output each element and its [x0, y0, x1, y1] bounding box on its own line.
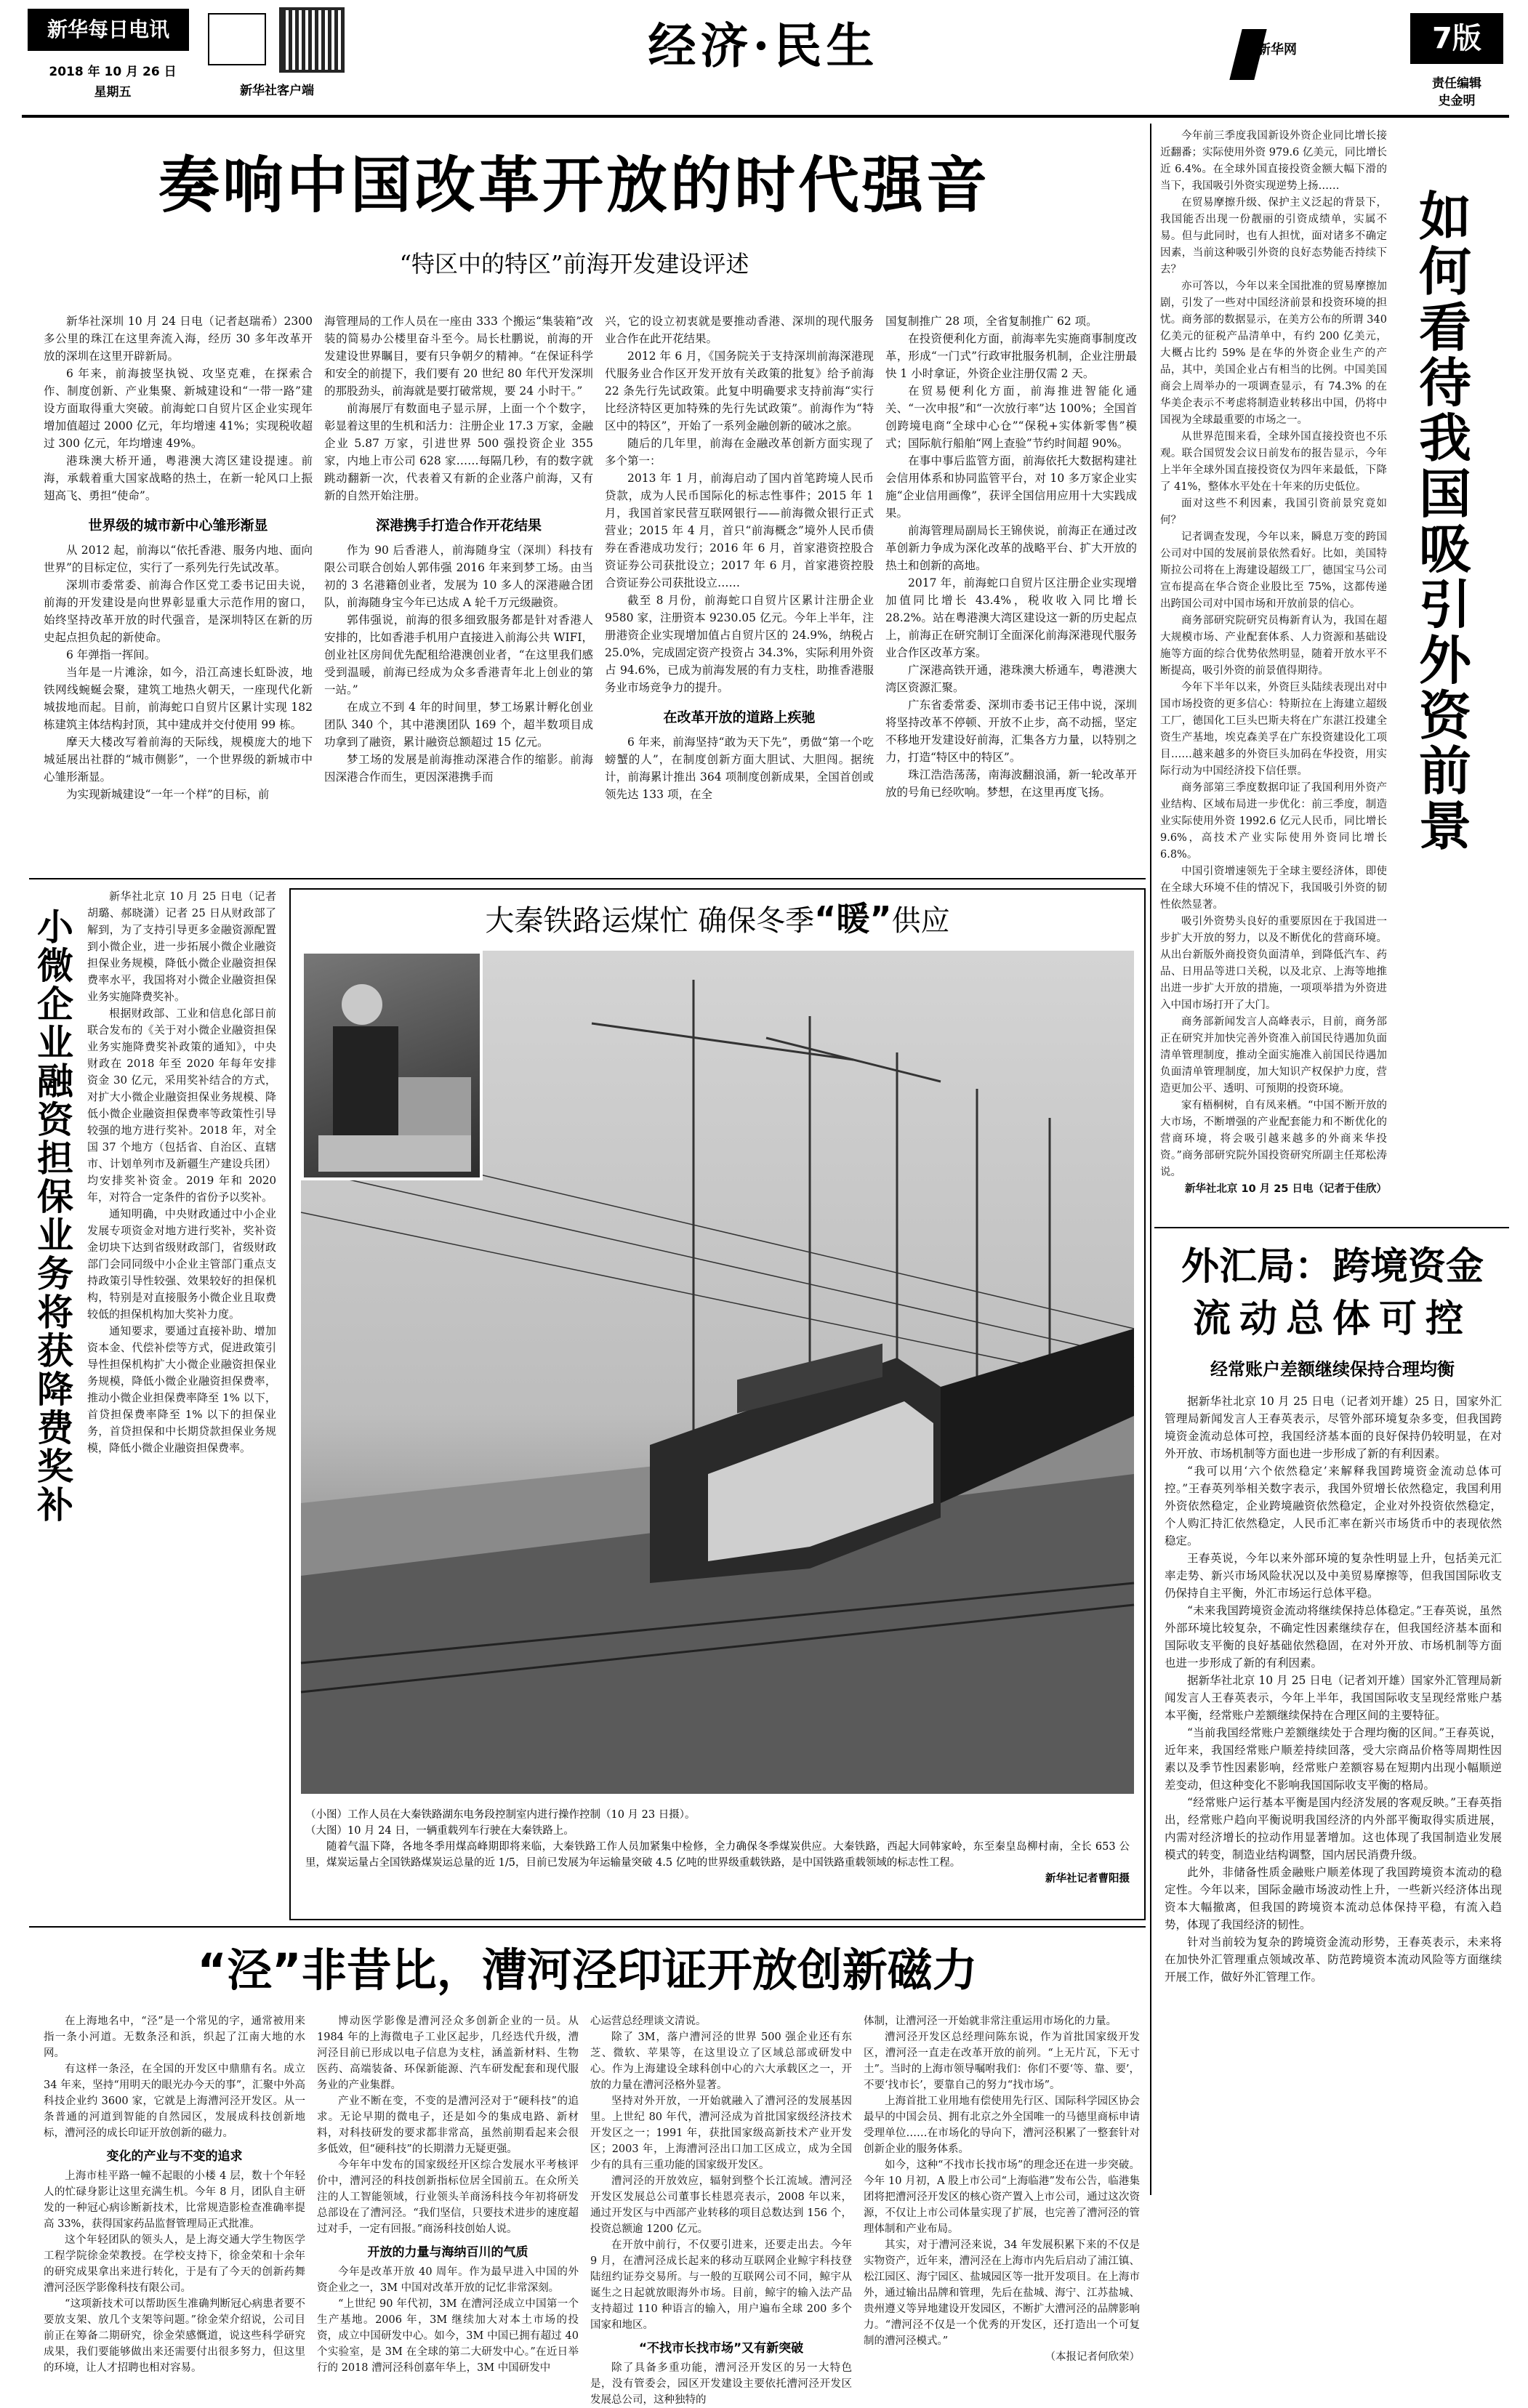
- caohejing-subhead: 开放的力量与海纳百川的气质: [367, 2245, 528, 2260]
- lead-paragraph: 从 2012 起，前海以“依托香港、服务内地、面向世界”的目标定位，实行了一系列先行先试改革。: [44, 544, 313, 574]
- caohejing-paragraph: 体制，让漕河泾一开始就非常注重运用市场化的力量。: [864, 2016, 1117, 2027]
- lead-paragraph: 2017 年，前海蛇口自贸片区注册企业实现增加值同比增长 43.4%，税收收入同比增长 28.2%。站在粤港澳大湾区建设这一新的历史起点上，前海正在研究制订全面深化前海深港现代服务业合作区改革方案。: [885, 576, 1137, 659]
- lead-paragraph: 6 年来，前海坚持“敢为天下先”，勇做“第一个吃螃蟹的人”，在制度创新方面大胆试、大胆闯。据统计，前海累计推出 364 项制度创新成果，全国首创或领先达 133 项，在全: [605, 736, 874, 801]
- fdi-paragraph: 商务部新闻发言人高峰表示，目前，商务部正在研究并加快完善外资准入前国民待遇加负面清单管理制度，推动全面实施准入前国民待遇加负面清单管理制度，加大知识产权保护力度，营造更加公平、透明、可预期的投资环境。: [1160, 1016, 1387, 1095]
- forex-paragraph: 据新华社北京 10 月 25 日电（记者刘开雄）25 日，国家外汇管理局新闻发言人王春英表示，尽管外部环境复杂多变，但我国跨境资金流动总体可控，我国经济基本面的良好保持仍较明显，在对外开放、市场机制等方面也进一步形成了新的有利因素。: [1165, 1395, 1502, 1460]
- sme-paragraph: 通知要求，要通过直接补助、增加资本金、代偿补偿等方式，促进政策引导性担保机构扩大小微企业融资担保业务规模，降低小微企业融资担保费率，推动小微企业担保费率降至 1% 以下，首贷担保费率降至 1% 以下的担保业务，首贷担保和中长期贷款担保业务规模，降低小微企业融资担保费率。: [87, 1324, 276, 1454]
- caohejing-paragraph: 有这样一条泾，在全国的开发区中鼎鼎有名。成立 34 年来，坚持“用明天的眼光办今天的事”，汇聚中外高科技企业约 3600 家，它就是上海漕河泾开发区。从一条普通的河道到智能的自然园区，发展成科技创新地标，漕河泾的成长印证开放创新的磁力。: [44, 2063, 305, 2139]
- forex-paragraph: 针对当前较为复杂的跨境资金流动形势，王春英表示，未来将在加快外汇管理重点领域改革、防范跨境资本流动风险等方面继续开展工作，做好外汇管理工作。: [1165, 1936, 1502, 1984]
- caohejing-paragraph: 这个年轻团队的领头人，是上海交通大学生物医学工程学院徐金荣教授。在学校支持下，徐金荣和十余年的研究成果拿出来进行转化，于是有了今天的创新药舞漕河泾医学影像科技有限公司。: [44, 2234, 305, 2294]
- photo-feature: [289, 888, 1146, 1920]
- lead-column-2: [324, 313, 593, 872]
- photo-headline: [291, 897, 1144, 943]
- fdi-paragraph: 面对这些不利因素，我国引资前景究竟如何？: [1160, 498, 1387, 526]
- lead-paragraph: 6 年弹指一挥间。: [66, 648, 156, 661]
- fdi-paragraph: 亦可答以，今年以来全国批准的贸易摩擦加剧，引发了一些对中国经济前景和投资环境的担忧。商务部的数据显示，在美方公布的所谓 340 亿美元的征税产品清单中，有约 200 亿美元，大概占比约 59% 是在华的外资企业生产的产品，其中，美国企业占有相当的比例。中国美国商会上周举办的一项调查显示，有 74.3% 的在华美企表示不考虑将制造业转移出中国，仍将中国视为全球最重要的市场之一。: [1160, 281, 1387, 426]
- page-number-badge: 7版: [1410, 13, 1503, 64]
- fdi-paragraph: 吸引外资势头良好的重要原因在于我国进一步扩大开放的努力，以及不断优化的营商环境。从出台新版外商投资负面清单，到降低汽车、药品、日用品等进口关税，以及北京、上海等地推出进一步扩大开放的措施，一项项举措为外资进入中国市场打开了大门。: [1160, 916, 1387, 1011]
- lead-paragraph: 前海管理局副局长王锦侠说，前海正在通过改革创新力争成为深化改革的战略平台、扩大开放的热土和创新的高地。: [885, 524, 1137, 572]
- forex-headline-line1: 外汇局：跨境资金: [1181, 1245, 1484, 1289]
- lead-paragraph: 国复制推广 28 项，全省复制推广 62 项。: [885, 315, 1098, 328]
- fdi-paragraph: 商务部研究院研究员梅新育认为，我国在超大规模市场、产业配套体系、人力资源和基础设施等方面的综合优势依然明显，随着开放水平不断提高，吸引外资的前景值得期待。: [1160, 615, 1387, 677]
- caohejing-paragraph: 博动医学影像是漕河泾众多创新企业的一员。从 1984 年的上海微电子工业区起步，几经迭代升级，漕河泾目前已形成以电子信息为支柱，涵盖新材料、生物医药、高端装备、环保新能源、汽车研发配套和现代服务业的产业集群。: [317, 2016, 579, 2091]
- lead-intro: 新华社深圳 10 月 24 日电（记者赵瑞希）2300 多公里的珠江在这里奔流入海，经历 30 多年改革开放的深圳在这里开辟新局。: [44, 315, 313, 363]
- photo-caption-body: 随着气温下降，各地冬季用煤高峰期即将来临，大秦铁路工作人员加紧集中检修，全力确保冬季煤炭供应。大秦铁路，西起大同韩家岭，东至秦皇岛柳村南，全长 653 公里，煤炭运量占全国铁路煤炭运总量的近 1/5，目前已发展为年运输量突破 4.5 亿吨的世界级重载铁路，是中国铁路重载领域的标志性工程。: [305, 1841, 1130, 1869]
- sme-vertical-headline: 小微企业融资担保业务将获降费奖补: [37, 906, 73, 1526]
- caohejing-paragraph: 如今，这种“不找市长找市场”的理念还在进一步突破。今年 10 月初，A 股上市公司“上海临港”发布公告，临港集团将把漕河泾开发区的核心资产置入上市公司，通过这次资源，不仅让上市公司体量实现了扩展，也完善了漕河泾的管理体制和产业布局。: [864, 2159, 1140, 2235]
- forex-paragraph: “未来我国跨境资金流动将继续保持总体稳定。”王春英说，虽然外部环境比较复杂，不确定性因素继续存在，但我国经济基本面和国际收支平衡的良好基础依然稳固，在对外开放、市场机制等方面也进一步形成了新的有利因素。: [1165, 1604, 1502, 1670]
- lead-subhead: 在改革开放的道路上疾驰: [663, 709, 816, 725]
- logo-text: 新华网: [1258, 42, 1297, 57]
- forex-paragraph: 据新华社北京 10 月 25 日电（记者刘开雄）国家外汇管理局新闻发言人王春英表示，今年上半年，我国国际收支呈现经常账户基本平衡，经常账户差额继续保持在合理区间的主要特征。: [1165, 1674, 1502, 1722]
- caohejing-paragraph: 上海市桂平路一幢不起眼的小楼 4 层，数十个年轻人的忙碌身影让这里充满生机。今年 8 月，团队自主研发的一种冠心病诊断新技术，比常规造影检查准确率提高 33%，获得国家药品监督管理局正式批准。: [44, 2170, 305, 2230]
- fdi-paragraph: 从世界范围来看，全球外国直接投资也不乐观。联合国贸发会议日前发布的报告显示，今年上半年全球外国直接投资仅为四年来最低，下降了 41%，整体水平处在十年来的历史低位。: [1160, 431, 1387, 493]
- photo-headline-part1: 大秦铁路运煤忙 确保冬季: [485, 904, 815, 938]
- lead-paragraph: 在贸易便利化方面，前海推进智能化通关、“一次申报”和“一次放行率”达 100%；全国首创跨境电商“全球中心仓”“保税+实体新零售”模式；国际航行船舶“网上查验”节约时间超 90%。: [885, 384, 1137, 450]
- caohejing-column-3: [590, 2013, 852, 2406]
- caohejing-paragraph: 坚持对外开放，一开始就融入了漕河泾的发展基因里。上世纪 80 年代，漕河泾成为首批国家级经济技术开发区之一；1991 年，获批国家级高新技术产业开发区；2003 年，上海漕河泾出口加工区成立，成为全国少有的具有三重功能的国家级开发区。: [590, 2095, 852, 2171]
- lead-paragraph: 在投资便利化方面，前海率先实施商事制度改革，形成“一门式”行政审批服务机制，企业注册最快 1 小时拿证，外资企业注册仅需 2 天。: [885, 332, 1137, 380]
- fdi-article-body: [1160, 128, 1387, 1218]
- lead-paragraph: 郭伟强说，前海的很多细致服务都是针对香港人安排的，比如香港手机用户直接进入前海公共 WIFI，创业社区房间优先配租给港澳创业者，“在这里我们感受到温暖，前海已经成为众多香港青年北上创业的第一站。”: [324, 613, 593, 696]
- lead-column-3: [605, 313, 874, 872]
- editor-label: 责任编辑: [1432, 76, 1481, 91]
- lead-paragraph: 港珠澳大桥开通，粤港澳大湾区建设提速。前海，承载着重大国家战略的热土，在新一轮风口上振翅高飞、勇担“使命”。: [44, 454, 313, 502]
- lead-subhead: 世界级的城市新中心雏形渐显: [88, 518, 268, 533]
- issue-weekday: 星期五: [94, 85, 132, 100]
- lead-paragraph: 截至 8 月份，前海蛇口自贸片区累计注册企业 9580 家，注册资本 9230.05 亿元。今年上半年，注册港资企业实现增加值占自贸片区的 24.9%，纳税占 25.0%，完成固定资产投资占 34.3%，实际利用外资占 94.6%，已成为前海发展的有力支柱，助推香港服务业市场竞争力的提升。: [605, 594, 874, 694]
- lead-paragraph: 珠江浩浩荡荡，南海波翻浪涌，新一轮改革开放的号角已经吹响。梦想，在这里再度飞扬。: [885, 768, 1137, 799]
- lead-paragraph: 随后的几年里，前海在金融改革创新方面实现了多个第一：: [605, 437, 874, 467]
- lead-paragraph: 6 年来，前海披坚执锐、攻坚克难，在探索合作、制度创新、产业集聚、新城建设和“一带一路”建设方面取得重大突破。前海蛇口自贸片区企业实现年增加值超过 2000 亿元，年均增速 41%；实现税收超过 300 亿元，年均增速 49%。: [44, 367, 313, 450]
- lead-column-4: [885, 313, 1137, 872]
- masthead-rule: [22, 115, 1509, 118]
- caohejing-paragraph: 产业不断在变，不变的是漕河泾对于“硬科技”的追求。无论早期的微电子，还是如今的集成电路、新材料，对科技研发的要求都非常高，虽然前期看起来会很多低效，但“硬科技”的长期潜力无疑更强。: [317, 2095, 579, 2155]
- caohejing-top-rule: [29, 1926, 1146, 1928]
- lead-paragraph: 2013 年 1 月，前海启动了国内首笔跨境人民币贷款，成为人民币国际化的标志性事件；2015 年 1 月，我国首家民营互联网银行——前海微众银行正式营业；2015 年 4 月，首只“前海概念”境外人民币债券在香港成功发行；2016 年 6 月，首家港资控股合资证券公司获批设立；2017 年 6 月，首家港资控股合资证券公司获批设立……: [605, 472, 874, 589]
- lead-subhead: 深港携手打造合作开花结果: [375, 518, 542, 533]
- sme-paragraph: 新华社北京 10 月 25 日电（记者胡璐、郝晓潇）记者 25 日从财政部了解到，为了支持引导更多金融资源配置到小微企业，进一步拓展小微企业融资担保业务规模，降低小微企业融资担保费率水平，我国将对小微企业融资担保业务实施降费奖补。: [87, 890, 276, 1003]
- right-column-divider: [1150, 124, 1151, 2195]
- lead-bottom-rule: [29, 878, 1146, 879]
- photo-credit: 新华社记者曹阳摄: [1045, 1873, 1130, 1885]
- forex-paragraph: “当前我国经常账户差额继续处于合理均衡的区间。”王春英说，近年来，我国经常账户顺差持续回落，受大宗商品价格等周期性因素以及季节性因素影响，经常账户差额容易在短期内出现小幅顺逆差变动，但这种变化不影响我国国际收支平衡的格局。: [1165, 1726, 1502, 1792]
- fdi-paragraph: 中国引资增速领先于全球主要经济体，即使在全球大环境不佳的情况下，我国吸引外资的韧性依然显著。: [1160, 866, 1387, 911]
- fdi-paragraph: 今年下半年以来，外资巨头陆续表现出对中国市场投资的更多信心：特斯拉在上海建立超级工厂，德国化工巨头巴斯夫将在广东湛江投建全资生产基地，埃克森美孚在广东投资建设化工项目……越来越多的外资巨头加码在华投资，用实际行动为中国经济投下信任票。: [1160, 682, 1387, 777]
- masthead: [0, 0, 1528, 124]
- caohejing-column-2: [317, 2013, 579, 2374]
- caohejing-paragraph: 除了 3M，落户漕河泾的世界 500 强企业还有东芝、微软、苹果等，在这里设立了区域总部或研发中心。作为上海建设全球科创中心的六大承载区之一，开放的力量在漕河泾格外显著。: [590, 2032, 852, 2091]
- fdi-paragraph: 在贸易摩擦升级、保护主义泛起的背景下，我国能否出现一份靓丽的引资成绩单，实属不易。但与此同时，也有人担忧，面对诸多不确定因素，当前这种吸引外资的良好态势能否持续下去？: [1160, 197, 1387, 275]
- editor-name: 史金明: [1438, 94, 1476, 108]
- photo-caption-small: （小图）工作人员在大秦铁路湖东电务段控制室内进行操作控制（10 月 23 日摄）。: [305, 1809, 696, 1821]
- lead-paragraph: 2012 年 6 月，《国务院关于支持深圳前海深港现代服务业合作区开发开放有关政策的批复》给予前海 22 条先行先试政策。此复中明确要求支持前海“实行比经济特区更加特殊的先行先试政策”。前海作为“特区中的特区”，开始了一系列金融创新的破冰之旅。: [605, 350, 874, 432]
- lead-paragraph: 海管理局的工作人员在一座由 333 个搬运“集装箱”改装的简易办公楼里奋斗至今。局长杜鹏说，前海的开发建设世界瞩目，要有只争朝夕的精神。“在保证科学和安全的前提下，我们要有 20 世纪 80 年代开发深圳的那股劲头，前海就是要打破常规，要 24 小时干。”: [324, 315, 593, 398]
- forex-top-rule: [1154, 1227, 1509, 1228]
- caohejing-paragraph: 除了具备多重功能，漕河泾开发区的另一大特色是，没有管委会，园区开发建设主要依托漕河泾开发区发展总公司，这种独特的: [590, 2362, 852, 2406]
- caohejing-paragraph: 今年是改革开放 40 周年。作为最早进入中国的外资企业之一，3M 中国对改革开放的记忆非常深刻。: [317, 2266, 579, 2294]
- lead-paragraph: 广东省委常委、深圳市委书记王伟中说，深圳将坚持改革不停顿、开放不止步，高不动摇，坚定不移地开发建设好前海，汇集各方力量，以特别之力，打造“特区中的特区”。: [885, 698, 1137, 764]
- photo-headline-quote: “暖”: [814, 899, 892, 938]
- lead-paragraph: 梦工场的发展是前海推动深港合作的缩影。前海因深港合作而生，更因深港携手而: [324, 753, 593, 784]
- lead-paragraph: 在事中事后监管方面，前海依托大数据构建社会信用体系和协同监管平台，对 10 多万家企业实施“企业信用画像”，获评全国信用应用十大实践成果。: [885, 454, 1137, 520]
- train-photo: [301, 951, 1134, 1794]
- caohejing-paragraph: 上海首批工业用地有偿使用先行区、国际科学园区协会最早的中国会员、拥有北京之外全国唯一的马德里商标申请受理单位……在市场化的导向下，漕河泾积累了一整套针对创新企业的服务体系。: [864, 2095, 1140, 2155]
- caohejing-subhead: “不找市长找市场”又有新突破: [638, 2341, 804, 2356]
- photo-headline-part2: 供应: [891, 904, 950, 938]
- caohejing-paragraph: 心运营总经理谈文清说。: [590, 2016, 707, 2027]
- caohejing-paragraph: 今年年中发布的国家级经开区综合发展水平考核评价中，漕河泾的科技创新指标位居全国前五。在众所关注的人工智能领域，行业领头羊商汤科技今年初将研发总部设在了漕河泾。“我们坚信，只要技术进步的速度超过对手，一定有回报。”商汤科技创始人说。: [317, 2159, 579, 2235]
- caohejing-subhead: 变化的产业与不变的追求: [106, 2149, 243, 2164]
- lead-subtitle: “特区中的特区”前海开发建设评述: [399, 250, 749, 278]
- section-title: 经济·民生: [648, 17, 879, 74]
- forex-paragraph: 此外，非储备性质金融账户顺差体现了我国跨境资本流动的稳定性。今年以来，国际金融市场波动性上升，一些新兴经济体出现资本大幅撤离，但我国的跨境资本流动总体保持平稳，有流入趋势，体现了我国经济的韧性。: [1165, 1866, 1502, 1931]
- paper-name-block: 新华每日电讯: [28, 9, 189, 51]
- lead-paragraph: 摩天大楼改写着前海的天际线，规模庞大的地下城延展出社群的“城市侧影”，一个世界级的新城市中心雏形渐显。: [44, 736, 313, 784]
- forex-paragraph: 王春英说，今年以来外部环境的复杂性明显上升，包括美元汇率走势、新兴市场风险状况以及中美贸易摩擦等，但我国国际收支仍保持自主平衡，外汇市场运行总体平稳。: [1165, 1552, 1502, 1600]
- client-caption: 新华社客户端: [240, 84, 314, 98]
- caohejing-paragraph: “这项新技术可以帮助医生准确判断冠心病患者要不要放支架、放几个支架等问题。”徐金荣介绍说，公司目前正在筹备二期研究，徐金荣感慨道，说这些科学研究成果，我们要能够做出来还需要付出很多努力，但这里的环境，让人才招聘也相对容易。: [44, 2298, 305, 2374]
- issue-date: 2018 年 10 月 26 日: [49, 65, 177, 79]
- forex-headline-line2: 流动总体可控: [1192, 1297, 1472, 1341]
- caohejing-column-1: [44, 2013, 305, 2374]
- lead-paragraph: 兴，它的设立初衷就是要推动香港、深圳的现代服务业合作在此开花结果。: [605, 315, 874, 345]
- caohejing-paragraph: “上世纪 90 年代初，3M 在漕河泾成立中国第一个生产基地。2006 年，3M 继续加大对本土市场的投资，成立中国研发中心。如今，3M 中国已拥有超过 40 个实验室，是 3M 在全球的第二大研发中心。”在近日举行的 2018 漕河泾科创嘉年华上，3M 中国研发中: [317, 2298, 579, 2374]
- lead-paragraph: 广深港高铁开通，港珠澳大桥通车，粤港澳大湾区资源汇聚。: [885, 664, 1137, 694]
- lead-paragraph: 为实现新城建设“一年一个样”的目标，前: [66, 788, 270, 801]
- forex-paragraph: “我可以用‘六个依然稳定’来解释我国跨境资金流动总体可控。”王春英列举相关数字表示，我国外贸增长依然稳定，我国利用外资依然稳定，企业跨境融资依然稳定，企业对外投资依然稳定，个人购汇持汇依然稳定，人民币汇率在新兴市场货币中的表现依然稳定。: [1165, 1465, 1502, 1547]
- lead-paragraph: 前海展厅有数面电子显示屏，上面一个个数字，彰显着这里的生机和活力：注册企业 17.3 万家，金融企业 5.87 万家，引进世界 500 强投资企业 355 家，内地上市公司 628 家……每隔几秒，有的数字就跳动翻新一次，代表着又有新的企业落户前海，又有新的自然开始注册。: [324, 402, 593, 502]
- qr-code-icon: [282, 10, 342, 70]
- forex-article-body: [1165, 1393, 1502, 2192]
- lead-paragraph: 当年是一片滩涂，如今，沿江高速长虹卧波，地铁网线蜿蜒会聚，建筑工地热火朝天，一座现代化新城拔地而起。目前，前海蛇口自贸片区累计实现 182 栋建筑主体结构封顶，其中建成并交付使用 99 栋。: [44, 666, 313, 731]
- fdi-vertical-headline: 如何看待我国吸引外资前景: [1418, 186, 1471, 858]
- lead-headline: 奏响中国改革开放的时代强音: [158, 150, 990, 221]
- lead-paragraph: 在成立不到 4 年的时间里，梦工场累计孵化创业团队 340 个，其中港澳团队 169 个，超半数项目成功拿到了融资，累计融资总额超过 15 亿元。: [324, 701, 593, 749]
- caohejing-paragraph: 在开放中前行，不仅要引进来，还要走出去。今年 9 月，在漕河泾成长起来的移动互联网企业鲸宇科技登陆纽约证券交易所。与一般的互联网公司不同，鲸宇从诞生之日起就放眼海外市场。目前，鲸宇的输入法产品支持超过 110 种语言的输入，用户遍布全球 200 多个国家和地区。: [590, 2239, 852, 2331]
- photo-caption-big: （大图）10 月 24 日，一辆重载列车行驶在大秦铁路上。: [305, 1825, 574, 1837]
- forex-paragraph: “经常账户运行基本平衡是国内经济发展的客观反映。”王春英指出，经常账户趋向平衡说明我国经济的内外部平衡取得实质进展，内需对经济增长的拉动作用显著增加。这也体现了我国制造业发展模式的转变，制造业结构调整，国内居民消费升级。: [1165, 1796, 1502, 1861]
- lead-column-1: [44, 313, 313, 872]
- sme-paragraph: 根据财政部、工业和信息化部日前联合发布的《关于对小微企业融资担保业务实施降费奖补政策的通知》，中央财政在 2018 年至 2020 年每年安排资金 30 亿元，采用奖补结合的方式，对扩大小微企业融资担保业务规模、降低小微企业融资担保费率等政策性引导较强的地方进行奖补。2018 年，对全国 37 个地方（包括省、自治区、直辖市、计划单列市及新疆生产建设兵团）均安排奖补资金。2019 年和 2020 年，对符合一定条件的省份予以奖补。: [87, 1007, 276, 1204]
- caohejing-column-4: [864, 2013, 1140, 2363]
- caohejing-paragraph: 其实，对于漕河泾来说，34 年发展积累下来的不仅是实物资产，近年来，漕河泾在上海市内先后启动了浦江镇、松江园区、海宁园区、盐城园区等一批开发项目。在上海市外，通过输出品牌和管理，先后在盐城、海宁、江苏盐城、贵州遵义等异地建设开发园区，不断扩大漕河泾的品牌影响力。“漕河泾不仅是一个优秀的开发区，还打造出一个可复制的漕河泾模式。”: [864, 2239, 1140, 2347]
- fdi-paragraph: 今年前三季度我国新设外资企业同比增长接近翻番；实际使用外资 979.6 亿美元，同比增长近 6.4%。在全球外国直接投资金额大幅下滑的当下，我国吸引外资实现逆势上扬……: [1160, 130, 1387, 192]
- caohejing-paragraph: 漕河泾的开放效应，辐射到整个长江流域。漕河泾开发区发展总公司董事长桂恩亮表示，2008 年以来，通过开发区与中西部产业转移的项目总数达到 156 个，投资总额逾 1200 亿元。: [590, 2175, 852, 2235]
- sme-paragraph: 通知明确，中央财政通过中小企业发展专项资金对地方进行奖补，奖补资金切块下达到省级财政部门，省级财政部门会同同级中小企业主管部门重点支持政策引导性较强、效果较好的担保机构，特别是对直接服务小微企业且取费较低的担保机构加大奖补力度。: [87, 1207, 276, 1321]
- photo-caption: [305, 1807, 1130, 1887]
- sme-article-body: [87, 888, 276, 1833]
- xinhua-small-logo: [208, 13, 266, 65]
- fdi-byline: 新华社北京 10 月 25 日电（记者于佳欣）: [1184, 1183, 1387, 1195]
- caohejing-paragraph: 在上海地名中，“泾”是一个常见的字，通常被用来指一条小河道。无数条泾和浜，织起了江南大地的水网。: [44, 2016, 305, 2059]
- xinhuanet-logo: [1236, 22, 1303, 87]
- inset-photo-control-room: [301, 951, 483, 1180]
- forex-subtitle: 经常账户差额继续保持合理均衡: [1210, 1359, 1455, 1380]
- caohejing-credit: （本报记者何欣荣）: [1045, 2351, 1140, 2363]
- caohejing-paragraph: 漕河泾开发区总经理问陈东说，作为首批国家级开发区，漕河泾一直走在改革开放的前列。“上无片瓦，下无寸土”。当时的上海市领导嘱咐我们：你们不要‘等、靠、要’，不要‘找市长’，要靠自己的努力“找市场”。: [864, 2032, 1140, 2091]
- lead-paragraph: 作为 90 后香港人，前海随身宝（深圳）科技有限公司联合创始人郭伟强 2016 年来到梦工场。由当初的 3 名港籍创业者，发展为 10 多人的深港融合团队，前海随身宝今年已达成 A 轮千万元级融资。: [324, 544, 593, 609]
- fdi-paragraph: 记者调查发现，今年以来，瞬息万变的跨国公司对中国的发展前景依然看好。比如，美国特斯拉公司将在上海建设超级工厂，德国宝马公司宣布提高在华合资企业股比至 75%，这都传递出跨国公司对中国市场和开放前景的信心。: [1160, 531, 1387, 610]
- caohejing-headline: “泾”非昔比，漕河泾印证开放创新磁力: [197, 1944, 978, 1997]
- lead-paragraph: 深圳市委常委、前海合作区党工委书记田夫说，前海的开发建设是向世界彰显重大示范作用的窗口，始终坚持改革开放的时代强音，是深圳特区在新的历史起点担负起的新使命。: [44, 579, 313, 644]
- fdi-paragraph: 家有梧桐树，自有凤来栖。“中国不断开放的大市场，不断增强的产业配套能力和不断优化的营商环境，将会吸引越来越多的外商来华投资。”商务部研究院外国投资研究所副主任郑松涛说。: [1160, 1100, 1387, 1178]
- fdi-paragraph: 商务部第三季度数据印证了我国利用外资产业结构、区域布局进一步优化：前三季度，制造业实际使用外资 1992.6 亿元人民币，同比增长 9.6%，高技术产业实际使用外资同比增长 6.8%。: [1160, 782, 1387, 861]
